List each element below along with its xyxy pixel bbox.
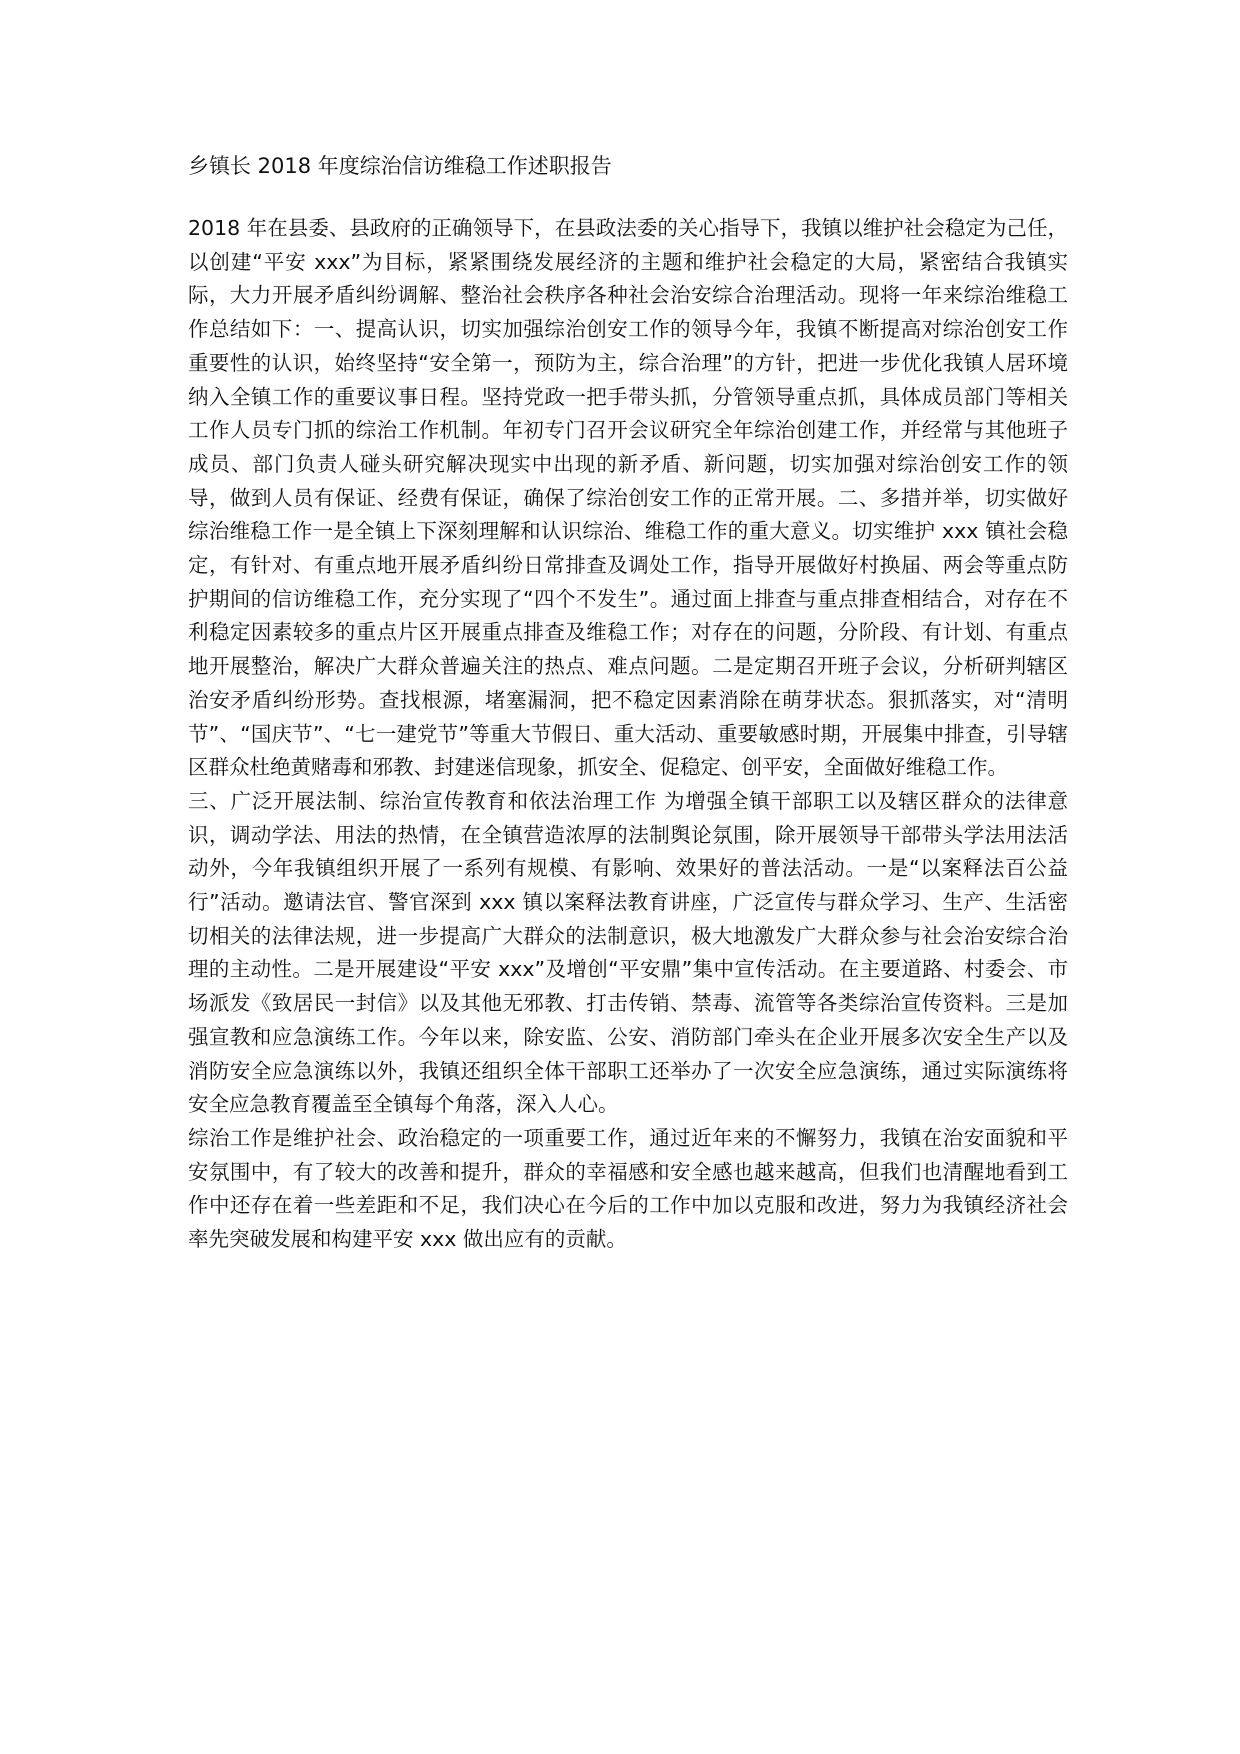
body-paragraph-1: 2018 年在县委、县政府的正确领导下，在县政法委的关心指导下，我镇以维护社会稳定为己任，以创建“平安 xxx”为目标，紧紧围绕发展经济的主题和维护社会稳定的大局，紧密结合我镇实际，大力开展矛盾纠纷调解、整治社会秩序各种社会治安综合治理活动。现将一年来综治维稳工作总结如下：一、提高认识，切实加强综治创安工作的领导今年，我镇不断提高对综治创安工作重要性的认识，始终坚持“安全第一，预防为主，综合治理”的方针，把进一步优化我镇人居环境纳入全镇工作的重要议事日程。坚持党政一把手带头抓，分管领导重点抓，具体成员部门等相关工作人员专门抓的综治工作机制。年初专门召开会议研究全年综治创建工作，并经常与其他班子成员、部门负责人碰头研究解决现实中出现的新矛盾、新问题，切实加强对综治创安工作的领导，做到人员有保证、经费有保证，确保了综治创安工作的正常开展。二、多措并举，切实做好综治维稳工作一是全镇上下深刻理解和认识综治、维稳工作的重大意义。切实维护 xxx 镇社会稳定，有针对、有重点地开展矛盾纠纷日常排查及调处工作，指导开展做好村换届、两会等重点防护期间的信访维稳工作，充分实现了“四个不发生”。通过面上排查与重点排查相结合，对存在不利稳定因素较多的重点片区开展重点排查及维稳工作；对存在的问题，分阶段、有计划、有重点地开展整治，解决广大群众普遍关注的热点、难点问题。二是定期召开班子会议，分析研判辖区治安矛盾纠纷形势。查找根源，堵塞漏洞，把不稳定因素消除在萌芽状态。狠抓落实，对“清明节”、“国庆节”、“七一建党节”等重大节假日、重大活动、重要敏感时期，开展集中排查，引导辖区群众杜绝黄赌毒和邪教、封建迷信现象，抓安全、促稳定、创平安，全面做好维稳工作。 [188, 216, 1068, 780]
document-title: 乡镇长 2018 年度综治信访维稳工作述职报告 [188, 154, 612, 178]
body-paragraph-2: 三、广泛开展法制、综治宣传教育和依法治理工作 为增强全镇干部职工以及辖区群众的法律意识，调动学法、用法的热情，在全镇营造浓厚的法制舆论氛围，除开展领导干部带头学法用法活动外，今年我镇组织开展了一系列有规模、有影响、效果好的普法活动。一是“以案释法百公益行”活动。邀请法官、警官深到 xxx 镇以案释法教育讲座，广泛宣传与群众学习、生产、生活密切相关的法律法规，进一步提高广大群众的法制意识，极大地激发广大群众参与社会治安综合治理的主动性。二是开展建设“平安 xxx”及增创“平安鼎”集中宣传活动。在主要道路、村委会、市场派发《致居民一封信》以及其他无邪教、打击传销、禁毒、流管等各类综治宣传资料。三是加强宣教和应急演练工作。今年以来，除安监、公安、消防部门牵头在企业开展多次安全生产以及消防安全应急演练以外，我镇还组织全体干部职工还举办了一次安全应急演练，通过实际演练将安全应急教育覆盖至全镇每个角落，深入人心。 [188, 788, 1068, 1117]
body-paragraph-3: 综治工作是维护社会、政治稳定的一项重要工作，通过近年来的不懈努力，我镇在治安面貌和平安氛围中，有了较大的改善和提升，群众的幸福感和安全感也越来越高，但我们也清醒地看到工作中还存在着一些差距和不足，我们决心在今后的工作中加以克服和改进，努力为我镇经济社会率先突破发展和构建平安 xxx 做出应有的贡献。 [188, 1125, 1068, 1252]
document-page [188, 150, 1068, 1257]
